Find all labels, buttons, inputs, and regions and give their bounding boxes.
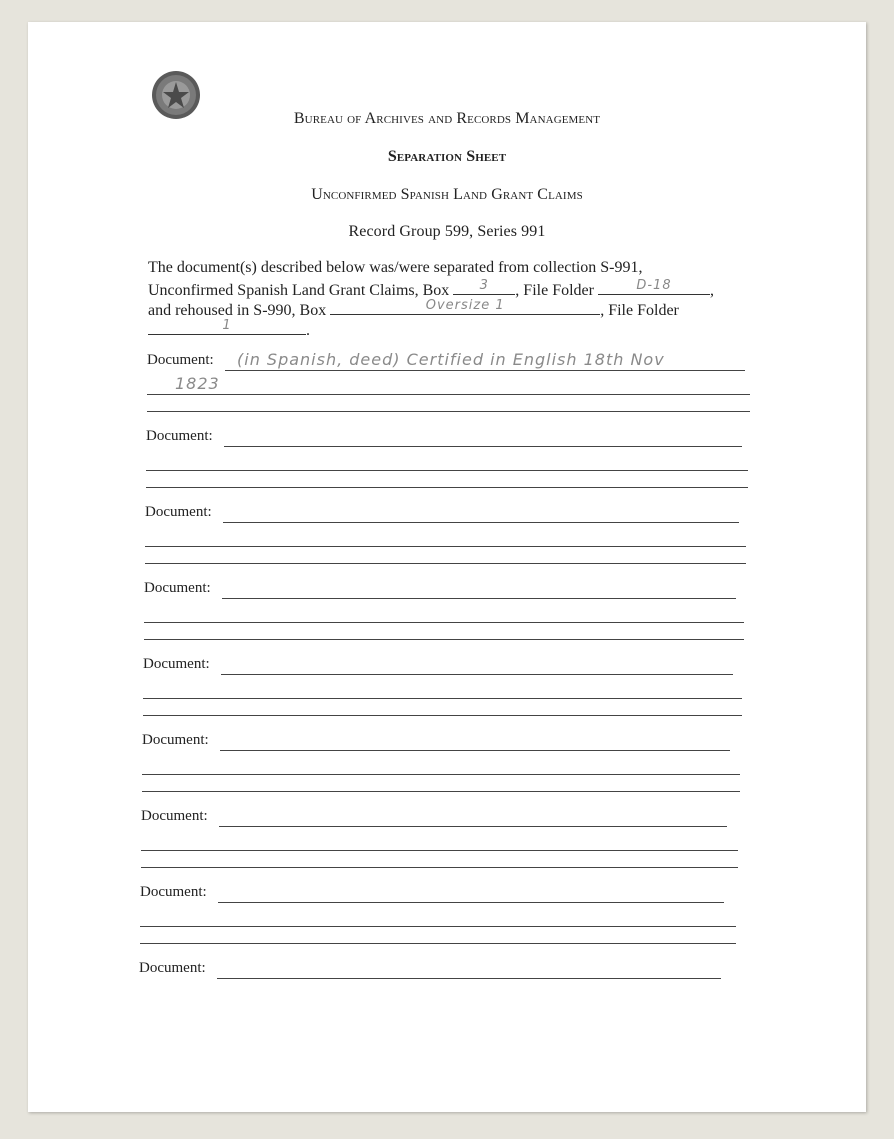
- paragraph-line-2: [148, 280, 714, 300]
- rehoused-folder-field[interactable]: [148, 320, 306, 335]
- document-label: Document:: [146, 428, 213, 444]
- document-label: Document:: [143, 656, 210, 672]
- paragraph-line-3-text-a: and rehoused in S-990, Box: [148, 302, 331, 319]
- document-line-3[interactable]: [146, 487, 748, 488]
- paragraph-line-3: [148, 300, 679, 320]
- handwritten-description: (in Spanish, deed) Certified in English 18th Nov: [237, 350, 665, 369]
- document-line-1[interactable]: [221, 674, 733, 675]
- document-line-3[interactable]: [144, 639, 744, 640]
- document-label: Document:: [142, 732, 209, 748]
- document-line-2[interactable]: [144, 622, 744, 623]
- document-line-2[interactable]: [146, 470, 748, 471]
- document-line-3[interactable]: [142, 791, 740, 792]
- document-line-1[interactable]: [217, 978, 721, 979]
- document-line-2[interactable]: [143, 698, 742, 699]
- handwritten-year: 1823: [175, 374, 220, 393]
- document-line-1[interactable]: [224, 446, 742, 447]
- box-field[interactable]: [453, 280, 515, 295]
- folder-field[interactable]: [598, 280, 710, 295]
- document-line-3[interactable]: [141, 867, 738, 868]
- document-label: Document:: [147, 352, 214, 368]
- document-line-2[interactable]: [141, 850, 738, 851]
- document-line-2[interactable]: [145, 546, 746, 547]
- document-line-1[interactable]: [218, 902, 724, 903]
- document-label: Document:: [140, 884, 207, 900]
- document-line-2[interactable]: [142, 774, 740, 775]
- document-label: Document:: [145, 504, 212, 520]
- document-line-3[interactable]: [145, 563, 746, 564]
- document-line-3[interactable]: [140, 943, 736, 944]
- document-line-1[interactable]: [223, 522, 739, 523]
- rehoused-box-value: Oversize 1: [425, 298, 505, 313]
- document-line-3[interactable]: [143, 715, 742, 716]
- collection-title: Unconfirmed Spanish Land Grant Claims: [311, 186, 583, 203]
- rehoused-box-field[interactable]: [330, 300, 600, 315]
- document-line-1[interactable]: [219, 826, 727, 827]
- folder-value: D-18: [636, 278, 672, 293]
- paragraph-line-1: The document(s) described below was/were separated from collection S-991,: [148, 259, 643, 276]
- document-line-1[interactable]: [222, 598, 736, 599]
- paragraph-line-2-text-c: ,: [709, 282, 714, 299]
- document-label: Document:: [139, 960, 206, 976]
- document-line-1[interactable]: [225, 370, 745, 371]
- document-line-2[interactable]: [147, 394, 750, 395]
- paragraph-line-2-text-b: , File Folder: [515, 282, 598, 299]
- rehoused-folder-value: 1: [222, 318, 232, 333]
- paragraph-line-2-text-a: Unconfirmed Spanish Land Grant Claims, Box: [148, 282, 454, 299]
- document-label: Document:: [144, 580, 211, 596]
- bureau-title: Bureau of Archives and Records Management: [293, 110, 601, 127]
- document-line-1[interactable]: [220, 750, 730, 751]
- paragraph-line-4: [148, 320, 310, 340]
- document-label: Document:: [141, 808, 208, 824]
- box-value: 3: [479, 278, 489, 293]
- sheet-title: Separation Sheet: [387, 148, 507, 165]
- paragraph-line-4-end: .: [306, 322, 310, 339]
- document-line-3[interactable]: [147, 411, 750, 412]
- document-line-2[interactable]: [140, 926, 736, 927]
- paragraph-line-3-text-b: , File Folder: [600, 302, 679, 319]
- record-group: Record Group 599, Series 991: [348, 223, 546, 240]
